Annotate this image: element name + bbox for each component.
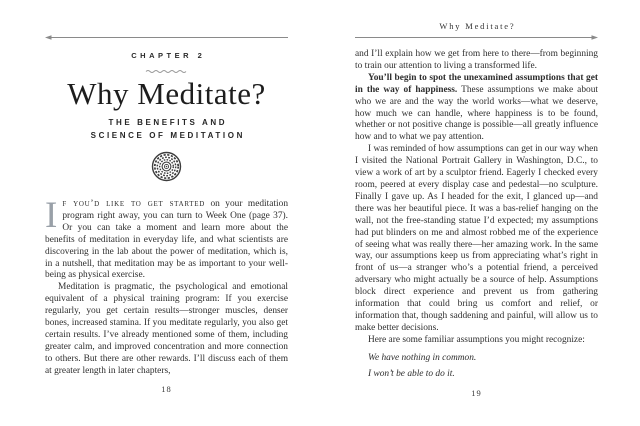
assumption-quote: We have nothing in common. <box>368 352 477 363</box>
chapter-subtitle-line1: THE BENEFITS AND <box>108 118 228 127</box>
paragraph-text: on your meditation program right away, you can turn to Week One (page 37). Or you can take a moment and learn more about the benefits of meditation in everyday life, and what scientists are discovering in the lab about the power of meditation, which is, in a nutshell, that meditation may be as important to your well-being as physical exercise. <box>45 199 289 281</box>
chapter-title: Why Meditate? <box>67 76 266 111</box>
right-page <box>355 0 598 426</box>
paragraph <box>355 73 598 144</box>
paragraph-text: These assumptions we make about who we are and the way the world works—what we deserve, how much we can handle, where happiness is to be found, whether or not positive change is possible—all greatly influence how and to what we pay attention. <box>355 84 598 143</box>
chapter-subtitle-line2: SCIENCE OF MEDITATION <box>90 130 245 140</box>
running-header: Why Meditate? <box>439 21 516 31</box>
assumption-quote: I won’t be able to do it. <box>368 368 455 379</box>
bold-lead-sentence: You’ll begin to spot the unexamined assumptions that get in the way of happiness. <box>355 72 598 95</box>
paragraph: Here are some familiar assumptions you might recognize: <box>368 334 585 345</box>
chapter-subtitle <box>45 117 288 142</box>
mandala-medallion-icon <box>45 151 288 187</box>
left-page-body <box>45 195 289 378</box>
left-page <box>45 0 288 426</box>
paragraph: I was reminded of how assumptions can get in our way when I visited the National Portrait Gallery in Washington, D.C., to view a work of art by a sculptor friend. Eagerly I checked every room, peered at every display case and pedestal—no sculpture. Finally I gave up. As I headed for the exit, I glanced up—and there was her beautiful piece. It was a bas-relief hanging on the wall, not the free-standing statue I’d expected; my assumptions had put blinders on me and almost robbed me of the experience of seeing what was really there—her amazing work. In the same way, our assumptions keep us from appreciating what’s right in front of us—a stranger who’s a potential friend, a perceived adversary who might actually be a source of help. Assumptions block direct experience and prevent us from gathering information that could bring us comfort and relief, or information that, though saddening and painful, will allow us to make better decisions. <box>355 144 598 333</box>
opening-smallcaps: f you’d like to get started <box>62 199 205 209</box>
paragraph <box>45 195 289 282</box>
drop-cap: I <box>45 195 58 236</box>
page-number-right: 19 <box>471 388 482 398</box>
paragraph: Meditation is pragmatic, the psychological and emotional equivalent of a physical training program: If you exercise regularly, you get certain results—stronger muscles, denser bones, increased stamina. If you meditate regularly, you also get certain results. I’ve already mentioned some of them, including greater calm, and improved concentration and more connection to others. But there are other rewards. I’ll discuss each of them at greater length in later chapters, <box>45 282 288 376</box>
chapter-label: CHAPTER 2 <box>131 51 206 60</box>
header-rule-right-arrow <box>355 34 598 41</box>
page-number-left: 18 <box>161 384 172 394</box>
paragraph: and I’ll explain how we get from here to there—from beginning to train our attention to living a transformed life. <box>355 49 598 71</box>
right-page-body <box>355 49 598 380</box>
header-rule-left-arrow <box>45 34 288 41</box>
